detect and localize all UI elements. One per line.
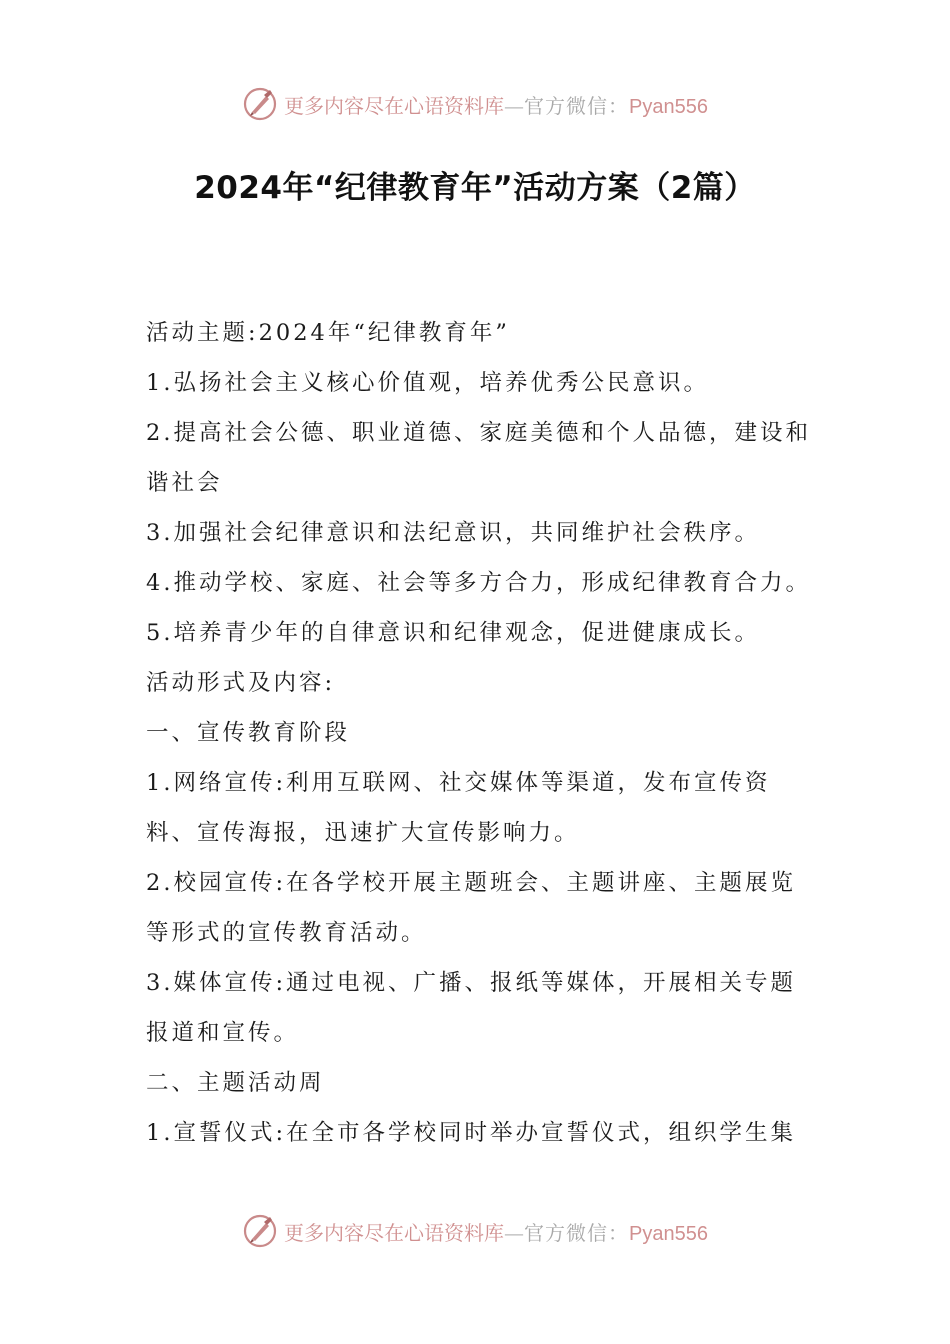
body-line: 二、主题活动周 [146,1070,325,1096]
header-banner-text [284,90,708,119]
body-line: 料、宣传海报，迅速扩大宣传影响力。 [146,820,580,846]
body-line: 一、宣传教育阶段 [146,720,351,746]
body-line: 报道和宣传。 [146,1020,300,1046]
header-banner [0,84,950,124]
body-line: 活动形式及内容: [146,670,336,696]
body-line: 3.加强社会纪律意识和法纪意识，共同维护社会秩序。 [146,520,760,546]
body-line: 等形式的宣传教育活动。 [146,920,427,946]
banner-wechat-id: Pyan556 [629,1222,708,1245]
body-line: 1.宣誓仪式:在全市各学校同时举办宣誓仪式，组织学生集 [146,1120,797,1146]
document-title: 2024年“纪律教育年”活动方案（2篇） [194,170,756,206]
header-banner-inner [242,86,708,122]
footer-banner [0,1211,950,1251]
document-body [146,308,816,1158]
quill-pen-logo-icon [242,86,278,122]
body-line: 5.培养青少年的自律意识和纪律观念，促进健康成长。 [146,620,760,646]
footer-banner-text [284,1217,708,1246]
banner-main-text: 更多内容尽在心语资料库 [284,1220,505,1245]
body-line: 4.推动学校、家庭、社会等多方合力，形成纪律教育合力。 [146,570,811,596]
banner-separator: — [504,93,525,118]
quill-pen-logo-icon [242,1213,278,1249]
banner-wechat-label: 官方微信： [524,93,630,118]
body-line: 1.网络宣传:利用互联网、社交媒体等渠道，发布宣传资 [146,770,771,796]
banner-wechat-label: 官方微信： [524,1220,630,1245]
body-line: 活动主题:2024年“纪律教育年” [146,320,510,346]
body-line: 2.提高社会公德、职业道德、家庭美德和个人品德，建设和 [146,420,811,446]
banner-wechat-id: Pyan556 [629,95,708,118]
banner-main-text: 更多内容尽在心语资料库 [284,93,505,118]
body-line: 2.校园宣传:在各学校开展主题班会、主题讲座、主题展览 [146,870,797,896]
footer-banner-inner [242,1213,708,1249]
body-line: 3.媒体宣传:通过电视、广播、报纸等媒体，开展相关专题 [146,970,797,996]
body-line: 谐社会 [146,470,223,496]
banner-separator: — [504,1220,525,1245]
body-line: 1.弘扬社会主义核心价值观，培养优秀公民意识。 [146,370,709,396]
